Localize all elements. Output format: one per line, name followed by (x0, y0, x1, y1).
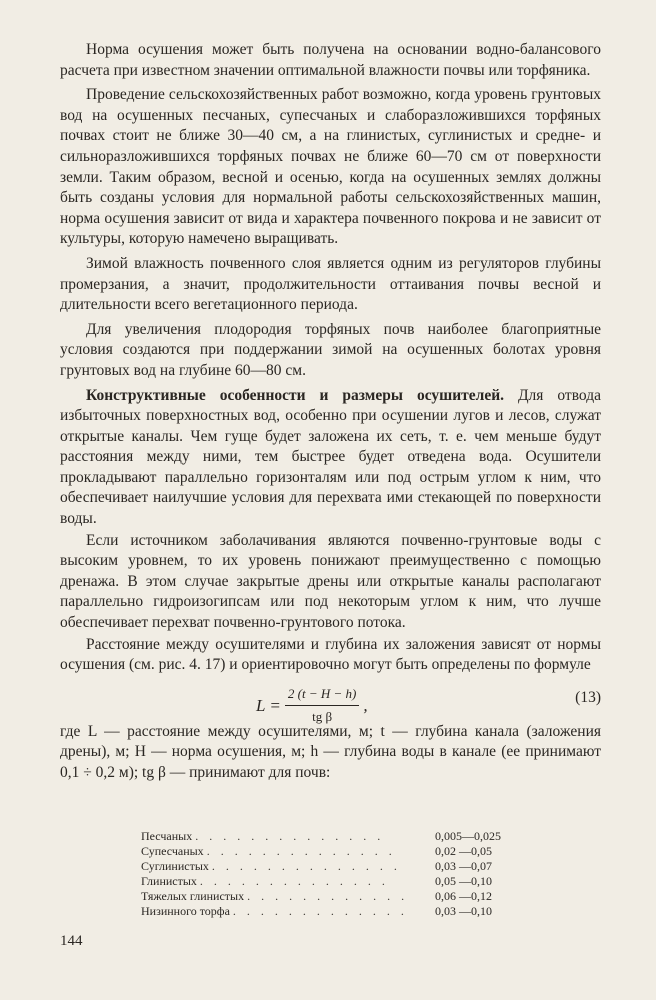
soil-name: Тяжелых глинистых (141, 889, 245, 903)
formula-block (60, 678, 601, 725)
soil-name: Песчаных (141, 829, 193, 843)
soil-coefficient-table (141, 829, 521, 919)
soil-value: 0,05 —0,10 (435, 874, 492, 888)
soil-name: Суглинистых (141, 859, 209, 873)
soil-name: Низинного торфа (141, 904, 230, 918)
soil-value: 0,06 —0,12 (435, 889, 492, 903)
soil-value: 0,03 —0,10 (435, 904, 492, 918)
formula-numerator: 2 (t − H − h) (285, 684, 359, 707)
section-lead-text: Для отвода избыточных поверхностных вод, особенно при осушении лугов и лесов, служат открытые каналы. Чем гуще будет заложена их сеть, т. е. чем меньше будут расстояния между ними, тем быстрее будет отведена вода. Осушители прокладывают параллельно горизонталям или под острым углом к ним, что обеспечивает наилучшие условия для перехвата ими стекающей по поверхности воды. (60, 386, 601, 528)
paragraph: Зимой влажность почвенного слоя является одним из регуляторов глубины промерзания, а значит, продолжительности оттаивания почвы весной и длительности всего вегетационного периода. (60, 254, 601, 314)
body-text (60, 40, 601, 785)
table-row: Суглинистых . . . . . . . . . . . . . . 0,03 —0,07 (141, 859, 521, 874)
table-row: Супесчаных . . . . . . . . . . . . . . 0,02 —0,05 (141, 844, 521, 859)
soil-name: Глинистых (141, 874, 197, 888)
formula-denominator: tg β (312, 709, 333, 725)
paragraph: где L — расстояние между осушителями, м; t — глубина канала (заложения дрены), м; H — норма осушения, м; h — глубина воды в канале (ее принимают 0,1 ÷ 0,2 м); tg β — принимают для почв: (60, 722, 601, 781)
formula-lhs: L = (256, 695, 281, 715)
formula-fraction (285, 684, 359, 728)
soil-value: 0,03 —0,07 (435, 859, 492, 873)
paragraph: Если источником заболачивания являются почвенно-грунтовые воды с высоким уровнем, то их уровень понижают преимущественно с помощью дренажа. В этом случае закрытые дрены или открытые каналы располагают параллельно гидроизогипсам или под некоторым углом к ним, что лучше обеспечивает перехват почвенно-грунтового потока. (60, 531, 601, 632)
formula (256, 684, 368, 728)
soil-value: 0,005—0,025 (435, 829, 501, 843)
section-paragraph (60, 386, 601, 530)
paragraph: Для увеличения плодородия торфяных почв наиболее благоприятные условия создаются при поддержании зимой на осушенных болотах уровня грунтовых вод на глубине 60—80 см. (60, 320, 601, 379)
table-row: Низинного торфа . . . . . . . . . . . . . 0,03 —0,10 (141, 904, 521, 919)
paragraph: Норма осушения может быть получена на основании водно-балансового расчета при известном значении оптимальной влажности почвы или торфяника. (60, 41, 601, 79)
soil-name: Супесчаных (141, 844, 204, 858)
page-number: 144 (60, 933, 83, 949)
paragraph: Проведение сельскохозяйственных работ возможно, когда уровень грунтовых вод на осушенных песчаных, супесчаных и слаборазложившихся торфяных почвах стоит не ближе 30—40 см, а на глинистых, суглинистых и средне- и сильноразложившихся торфяных почвах не ближе 60—70 см от поверхности земли. Таким образом, весной и осенью, когда на осушенных землях должны быть созданы условия для нормальной работы сельскохозяйственных машин, норма осушения зависит от вида и характера почвенного покрова и не зависит от культуры, которую намечено выращивать. (60, 86, 601, 248)
paragraph: Расстояние между осушителями и глубина их заложения зависят от нормы осушения (см. рис. 4. 17) и ориентировочно могут быть определены по формуле (60, 635, 601, 674)
table-row: Глинистых . . . . . . . . . . . . . . 0,05 —0,10 (141, 874, 521, 889)
equation-number: (13) (575, 688, 601, 706)
section-heading: Конструктивные особенности и размеры осушителей. (86, 386, 505, 404)
table-row: Тяжелых глинистых . . . . . . . . . . . . 0,06 —0,12 (141, 889, 521, 904)
table-row: Песчаных . . . . . . . . . . . . . . 0,005—0,025 (141, 829, 521, 844)
soil-value: 0,02 —0,05 (435, 844, 492, 858)
formula-trail: , (363, 695, 368, 715)
